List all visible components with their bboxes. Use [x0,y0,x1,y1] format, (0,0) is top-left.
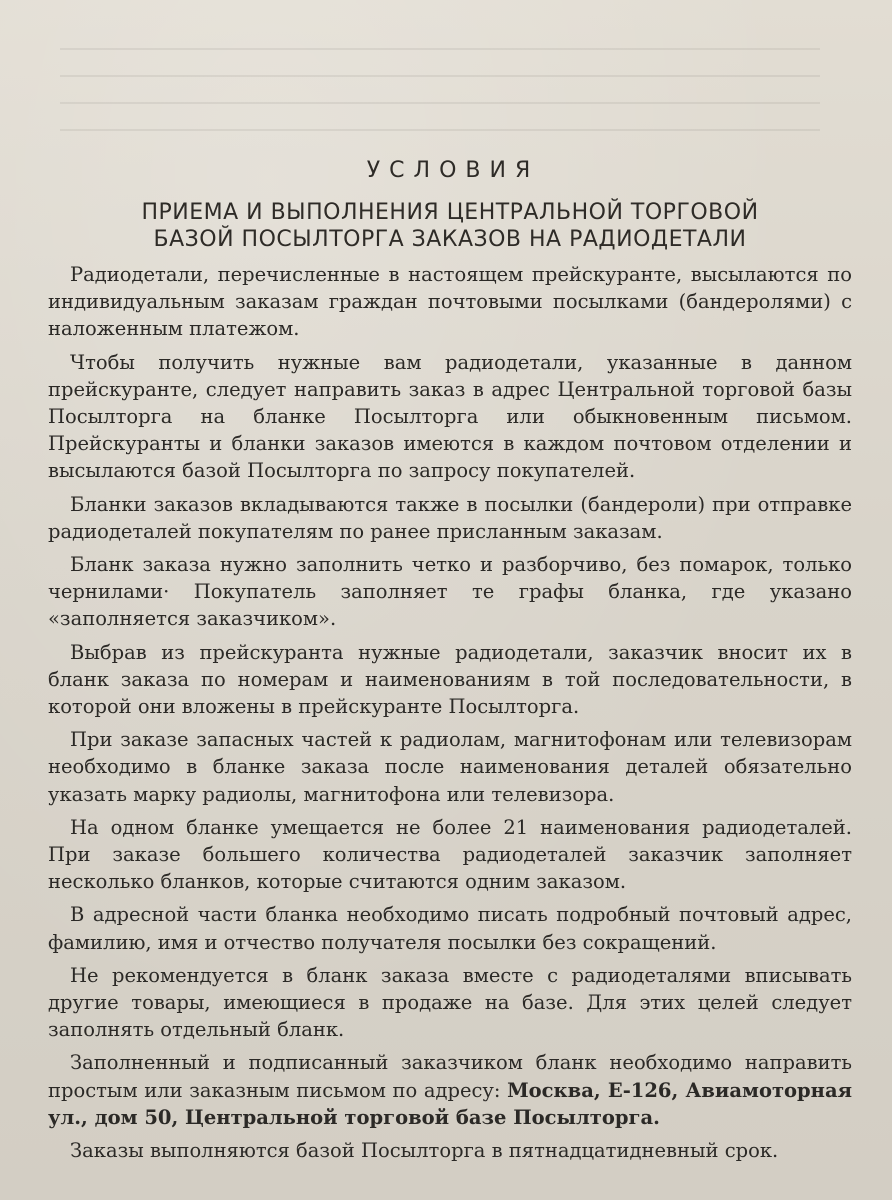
body-text [48,261,852,1164]
paragraph-2: Чтобы получить нужные вам радиодетали, указанные в данном прейскуранте, следует направить заказ в адрес Центральной торговой базы Посылторга на бланке Посылторга или обыкновенным письмом. Прейскуранты и бланки заказов имеются в каждом почтовом отделении и высылаются базой Посылторга по запросу покупателей. [48,350,852,483]
paragraph-7: На одном бланке умещается не более 21 наименования радиодеталей. При заказе большего количества радиодеталей заказчик заполняет несколько бланков, которые считаются одним заказом. [48,815,852,894]
paragraph-6: При заказе запасных частей к радиолам, магнитофонам или телевизорам необходимо в бланке заказа после наименования деталей обязательно указать марку радиолы, магнитофона или телевизора. [48,728,852,806]
paragraph-5: Выбрав из прейскуранта нужные радиодетали, заказчик вносит их в бланк заказа по номерам и наименованиям в той последовательности, в которой они вложены в прейскуранте Посылторга. [48,640,852,719]
paragraph-final: Заказы выполняются базой Посылторга в пятнадцатидневный срок. [70,1139,779,1163]
paragraph-9: Не рекомендуется в бланк заказа вместе с радиодеталями вписывать другие товары, имеющиеся в продаже на базе. Для этих целей следует заполнять отдельный бланк. [48,963,852,1042]
page-title: УСЛОВИЯ [366,158,540,183]
paragraph-3: Бланки заказов вкладываются также в посылки (бандероли) при отправке радиодеталей покупателям по ранее присланным заказам. [48,492,852,543]
bleed-through-text [60,30,820,150]
postal-address: Москва, Е-126, Авиамоторная ул., дом 50, Центральной торговой базе Посылторга. [48,1078,853,1129]
paragraph-8: В адресной части бланка необходимо писать подробный почтовый адрес, фамилию, имя и отчество получателя посылки без сокращений. [48,903,852,954]
paragraph-4: Бланк заказа нужно заполнить четко и разборчиво, без помарок, только чернилами· Покупатель заполняет те графы бланка, где указано «заполняется заказчиком». [48,553,852,631]
page-subtitle [48,199,852,253]
paragraph-address [48,1049,852,1131]
address-lead: Заполненный и подписанный заказчиком бланк необходимо направить простым или заказным письмом по адресу: [48,1051,852,1102]
paragraph-1: Радиодетали, перечисленные в настоящем прейскуранте, высылаются по индивидуальным заказам граждан почтовыми посылками (бандеролями) с наложенным платежом. [48,263,852,341]
subtitle-line-2: БАЗОЙ ПОСЫЛТОРГА ЗАКАЗОВ НА РАДИОДЕТАЛИ [153,227,747,252]
subtitle-line-1: ПРИЕМА И ВЫПОЛНЕНИЯ ЦЕНТРАЛЬНОЙ ТОРГОВОЙ [141,200,759,225]
